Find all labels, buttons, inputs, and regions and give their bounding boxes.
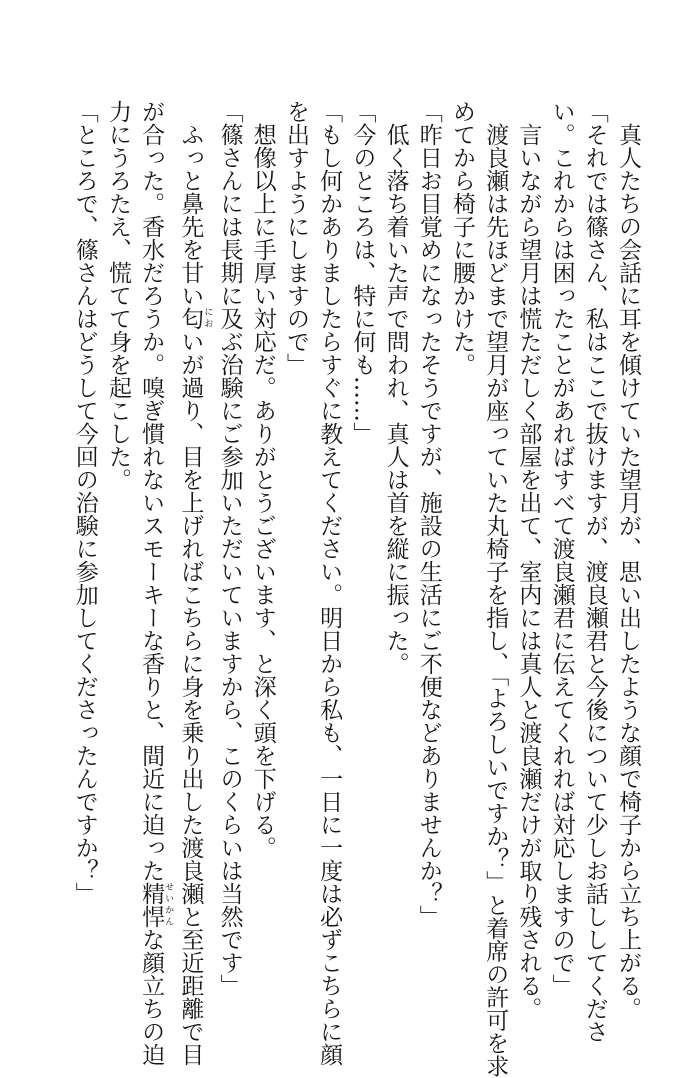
ruby-annotation: 匂 にお: [177, 307, 213, 330]
text-line-1: 真人たちの会話に耳を傾けていた望月が、思い出したような顔で椅子から立ち上がる。: [615, 123, 641, 1020]
text-line-2: 「それでは篠さん、私はここで抜けますが、渡良瀬君と今後について少しお話ししてくださ: [581, 100, 608, 1043]
ruby-reading: せいかん: [163, 882, 174, 928]
text-line-9: 「今のところは、特に何も……」: [349, 100, 376, 445]
vertical-text-body: [68, 100, 644, 1078]
text-line-4: 言いながら望月は慌ただしく部屋を出て、室内には真人と渡良瀬だけが取り残される。: [515, 123, 542, 1020]
text-line-3: い。これからは困ったことがあればすべて渡良瀬君に伝えてくれれば対応しますので」: [548, 100, 575, 997]
ruby-annotation: 精悍 せいかん: [138, 882, 174, 928]
text-line-11: を出すようにしますので」: [282, 100, 309, 376]
text-line-16: 力にうろたえ、慌てて身を起こした。: [104, 100, 131, 491]
text-line-6: めてから椅子に腰かけた。: [448, 100, 475, 376]
text-line-7: 「昨日お目覚めになったそうですが、施設の生活にご不便などありませんか？」: [415, 100, 442, 928]
text-line-13: 「篠さんには長期に及ぶ治験にご参加いただいていますから、このくらいは当然です」: [216, 100, 243, 997]
text-line-14: ふっと鼻先を甘い匂 においが過り、目を上げればこちらに身を乗り出した渡良瀬と至近距離で目: [177, 123, 213, 1066]
text-line-12: 想像以上に手厚い対応だ。ありがとうございます、と深く頭を下げる。: [249, 123, 276, 859]
text-line-17: 「ところで、篠さんはどうして今回の治験に参加してくださったんですか？」: [71, 100, 98, 905]
text-line-15: が合った。香水だろうか。嗅ぎ慣れないスモーキーな香りと、間近に迫った精悍 せいかんな顔立ちの迫: [138, 100, 174, 1066]
text-line-8: 低く落ち着いた声で問われ、真人は首を縦に振った。: [382, 123, 409, 675]
ruby-reading: にお: [202, 307, 213, 330]
text-line-5: 渡良瀬は先ほどまで望月が座っていた丸椅子を指し、「よろしいですか？」と着席の許可を求: [482, 123, 509, 1078]
text-line-10: 「もし何かありましたらすぐに教えてください。明日から私も、一日に一度は必ずこちらに顔: [316, 100, 343, 1066]
